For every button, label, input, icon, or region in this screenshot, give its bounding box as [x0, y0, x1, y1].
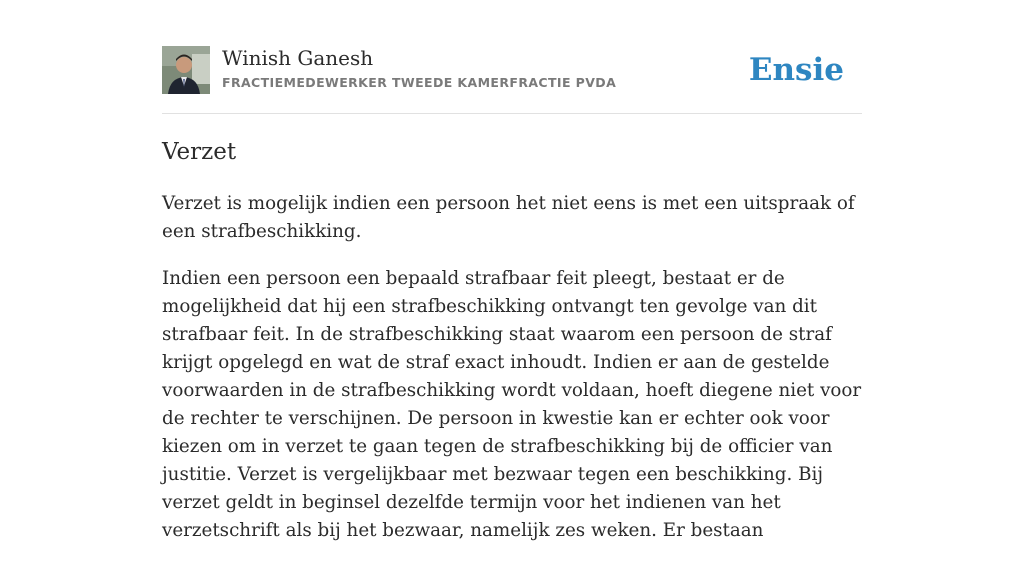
author-avatar[interactable] — [162, 46, 210, 94]
author-name[interactable]: Winish Ganesh — [222, 46, 374, 70]
article-paragraph: Indien een persoon een bepaald strafbaar feit pleegt, bestaat er de mogelijkheid dat hij een strafbeschikking ontvangt ten gevolge van dit strafbaar feit. In de strafbeschikking staat waarom een persoon de straf krijgt opgelegd en wat de straf exact inhoudt. Indien er aan de gestelde voorwaarden in de strafbeschikking wordt voldaan, hoeft diegene niet voor de rechter te verschijnen. De persoon in kwestie kan er echter ook voor kiezen om in verzet te gaan tegen de strafbeschikking bij de officier van justitie. Verzet is vergelijkbaar met bezwaar tegen een beschikking. Bij verzet geldt in beginsel dezelfde termijn voor het indienen van het verzetschrift als bij het bezwaar, namelijk zes weken. Er bestaan — [162, 268, 862, 541]
avatar-photo — [162, 46, 210, 94]
author-header — [162, 46, 862, 96]
article-paragraph: Verzet is mogelijk indien een persoon het niet eens is met een uitspraak of een strafbeschikking. — [162, 193, 855, 242]
header-divider — [162, 113, 862, 114]
author-role: FRACTIEMEDEWERKER TWEEDE KAMERFRACTIE PVDA — [222, 75, 617, 90]
ensie-logo[interactable]: Ensie — [748, 52, 844, 88]
article-body — [162, 190, 864, 564]
article-title: Verzet — [162, 139, 237, 165]
